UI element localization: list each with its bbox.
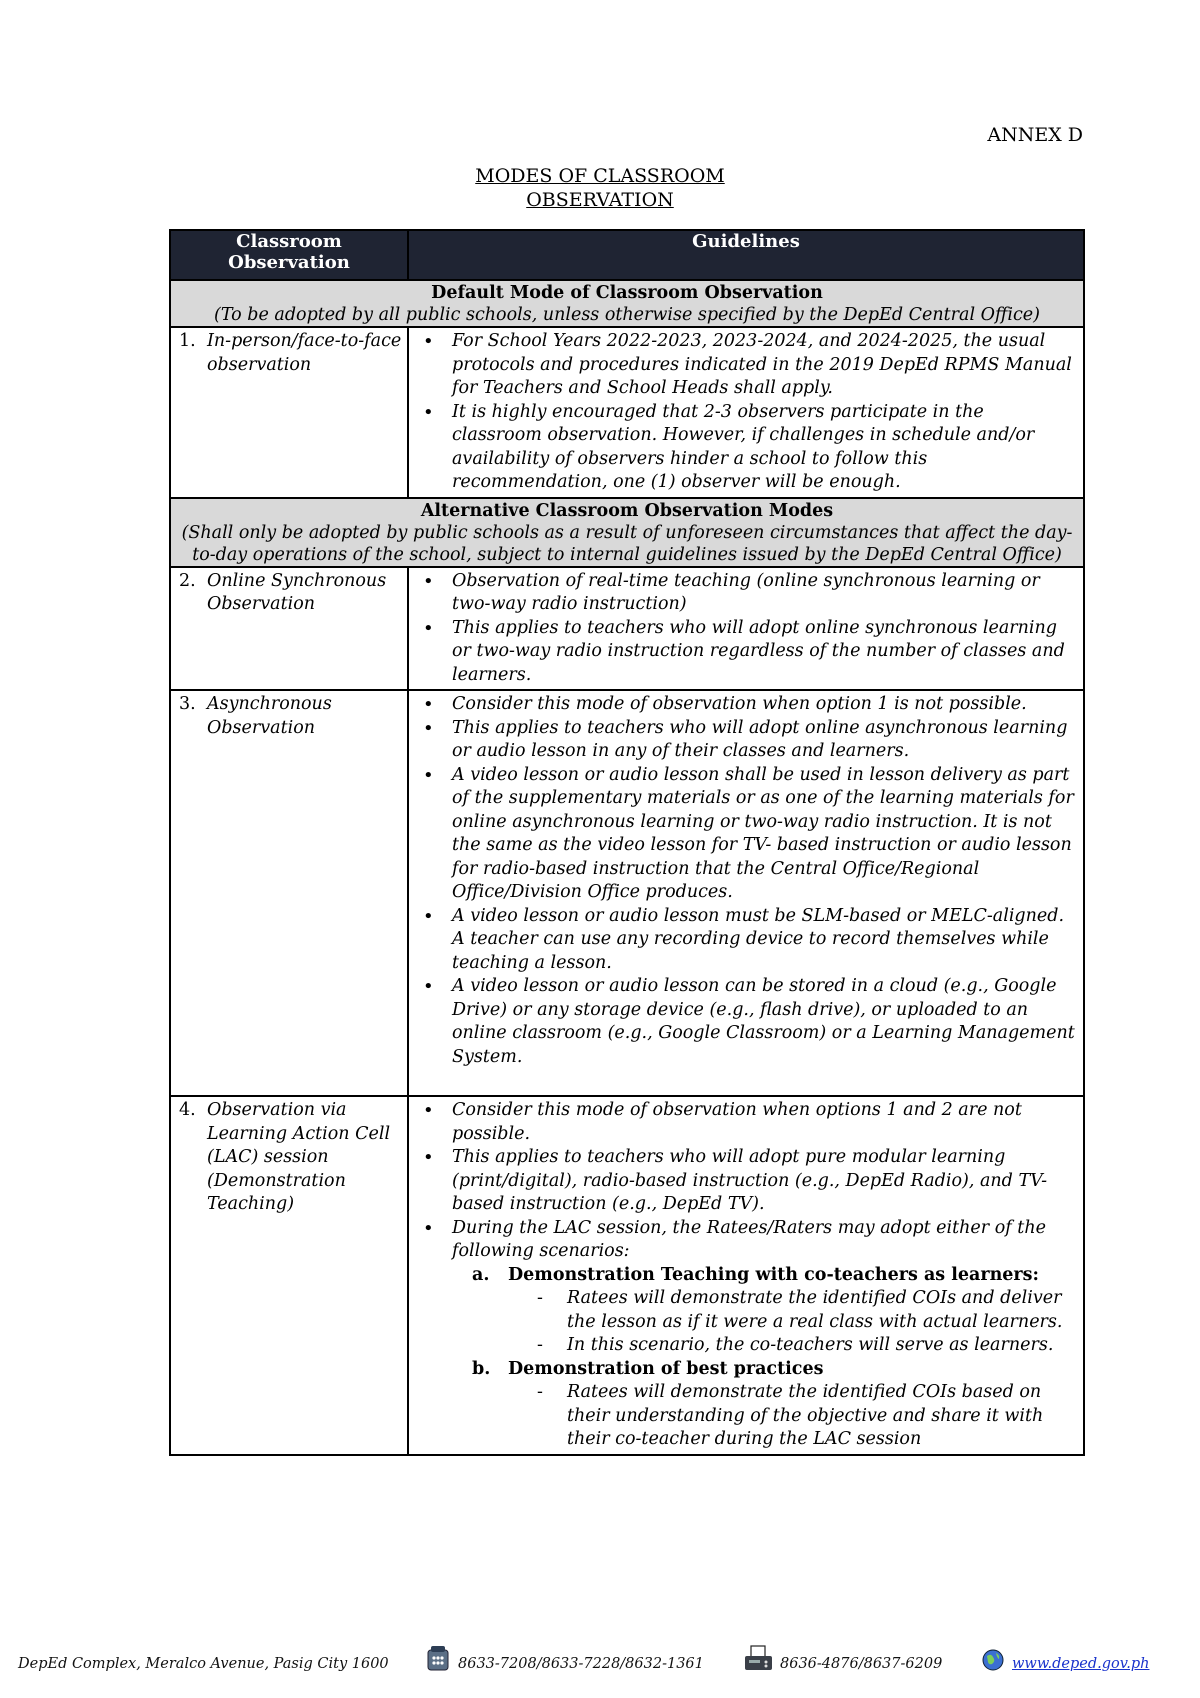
observation-modes-table — [169, 229, 1085, 1456]
guideline-item: • For School Years 2022-2023, 2023-2024, and 2024-2025, the usual protocols and procedures indicated in the 2019 DepEd RPMS Manual for Teachers and School Heads shall apply. — [409, 330, 1079, 401]
mode-label: Observation via Learning Action Cell (LAC) session (Demonstration Teaching) — [207, 1100, 391, 1214]
scenario-title: Demonstration of best practices — [508, 1358, 824, 1379]
mode-label-cell — [170, 1096, 408, 1455]
alt-section-title: Alternative Classroom Observation Modes — [420, 500, 834, 521]
globe-icon — [981, 1644, 1007, 1682]
telephone-icon — [424, 1644, 454, 1682]
default-section-cell — [170, 280, 1084, 327]
scenario-item: - Ratees will demonstrate the identified COIs based on their understanding of the objective and share it with their co-teacher during the LAC session — [409, 1381, 1079, 1452]
mode-number: 4. — [179, 1100, 196, 1120]
mode-number: 3. — [179, 694, 196, 714]
mode-label-cell — [170, 690, 408, 1096]
scenario-item: - Ratees will demonstrate the identified COIs and deliver the lesson as if it were a real class with actual learners. — [409, 1287, 1079, 1334]
default-section-note: (To be adopted by all public schools, unless otherwise specified by the DepEd Central Office) — [214, 305, 1040, 325]
alt-section-cell — [170, 498, 1084, 567]
guideline-item: • It is highly encouraged that 2-3 observers participate in the classroom observation. However, if challenges in schedule and/or availability of observers hinder a school to follow this recommendation, one (1) observer will be enough. — [409, 401, 1079, 495]
table-row — [170, 327, 1084, 498]
title-line-2: OBSERVATION — [526, 189, 674, 211]
fax-machine-icon — [742, 1644, 776, 1682]
default-section-row — [170, 280, 1084, 327]
page-title — [0, 164, 1200, 212]
guidelines-cell — [408, 327, 1084, 498]
guideline-item: • Consider this mode of observation when options 1 and 2 are not possible. — [409, 1099, 1079, 1146]
guidelines-cell — [408, 567, 1084, 691]
mode-label: In-person/face-to-face observation — [207, 331, 402, 375]
guideline-list — [409, 693, 1079, 1069]
website-link[interactable]: www.deped.gov.ph — [1012, 1656, 1150, 1672]
scenario-b-items — [409, 1381, 1079, 1452]
guideline-item: • Observation of real-time teaching (online synchronous learning or two-way radio instruction) — [409, 570, 1079, 617]
footer-phones: 8633-7208/8633-7228/8632-1361 — [458, 1656, 704, 1672]
scenario-a-items — [409, 1287, 1079, 1358]
scenario-letter: a. — [472, 1264, 490, 1285]
page-footer — [18, 1644, 1188, 1684]
alt-section-note: (Shall only be adopted by public schools as a result of unforeseen circumstances that affect the day-to-day operations of the school, subject to internal guidelines issued by the DepEd Central Office) — [181, 522, 1073, 565]
mode-number: 2. — [179, 570, 196, 591]
title-line-1: MODES OF CLASSROOM — [475, 165, 725, 187]
mode-label: Online Synchronous Observation — [207, 570, 387, 614]
mode-label-cell — [170, 567, 408, 691]
guidelines-cell — [408, 1096, 1084, 1455]
guideline-item: • Consider this mode of observation when option 1 is not possible. — [409, 693, 1079, 717]
guideline-list — [409, 570, 1079, 688]
table-row — [170, 1096, 1084, 1455]
guideline-list — [409, 330, 1079, 495]
guidelines-cell — [408, 690, 1084, 1096]
table-row — [170, 690, 1084, 1096]
footer-fax: 8636-4876/8637-6209 — [780, 1656, 943, 1672]
table-row — [170, 567, 1084, 691]
header-row — [170, 230, 1084, 280]
guideline-list — [409, 1099, 1079, 1264]
scenario-b — [409, 1358, 1079, 1382]
alt-section-row — [170, 498, 1084, 567]
guideline-item: • This applies to teachers who will adopt online asynchronous learning or audio lesson in any of their classes and learners. — [409, 717, 1079, 764]
header-classroom-observation: Classroom Observation — [170, 230, 408, 280]
default-section-title: Default Mode of Classroom Observation — [431, 283, 823, 303]
scenario-item: - In this scenario, the co-teachers will serve as learners. — [409, 1334, 1079, 1358]
guideline-item: • During the LAC session, the Ratees/Raters may adopt either of the following scenarios: — [409, 1217, 1079, 1264]
footer-address: DepEd Complex, Meralco Avenue, Pasig City 1600 — [18, 1656, 389, 1672]
mode-label-cell — [170, 327, 408, 498]
mode-label: Asynchronous Observation — [207, 694, 332, 738]
guideline-item: • A video lesson or audio lesson shall be used in lesson delivery as part of the supplementary materials or as one of the learning materials for online asynchronous learning or two-way radio instruction. It is not the same as the video lesson for TV- based instruction or audio lesson for radio-based instruction that the Central Office/Regional Office/Division Office produces. — [409, 764, 1079, 905]
guideline-item: • This applies to teachers who will adopt pure modular learning (print/digital), radio-based instruction (e.g., DepEd Radio), and TV- based instruction (e.g., DepEd TV). — [409, 1146, 1079, 1217]
mode-number: 1. — [179, 331, 196, 351]
annex-label: ANNEX D — [987, 124, 1083, 146]
guideline-item: • A video lesson or audio lesson can be stored in a cloud (e.g., Google Drive) or any storage device (e.g., flash drive), or uploaded to an online classroom (e.g., Google Classroom) or a Learning Management System. — [409, 975, 1079, 1069]
scenario-letter: b. — [472, 1358, 491, 1379]
guideline-item: • A video lesson or audio lesson must be SLM-based or MELC-aligned. A teacher can use any recording device to record themselves while teaching a lesson. — [409, 905, 1079, 976]
header-guidelines: Guidelines — [408, 230, 1084, 280]
scenario-title: Demonstration Teaching with co-teachers as learners: — [508, 1264, 1039, 1285]
scenario-a — [409, 1264, 1079, 1288]
guideline-item: • This applies to teachers who will adopt online synchronous learning or two-way radio instruction regardless of the number of classes and learners. — [409, 617, 1079, 688]
